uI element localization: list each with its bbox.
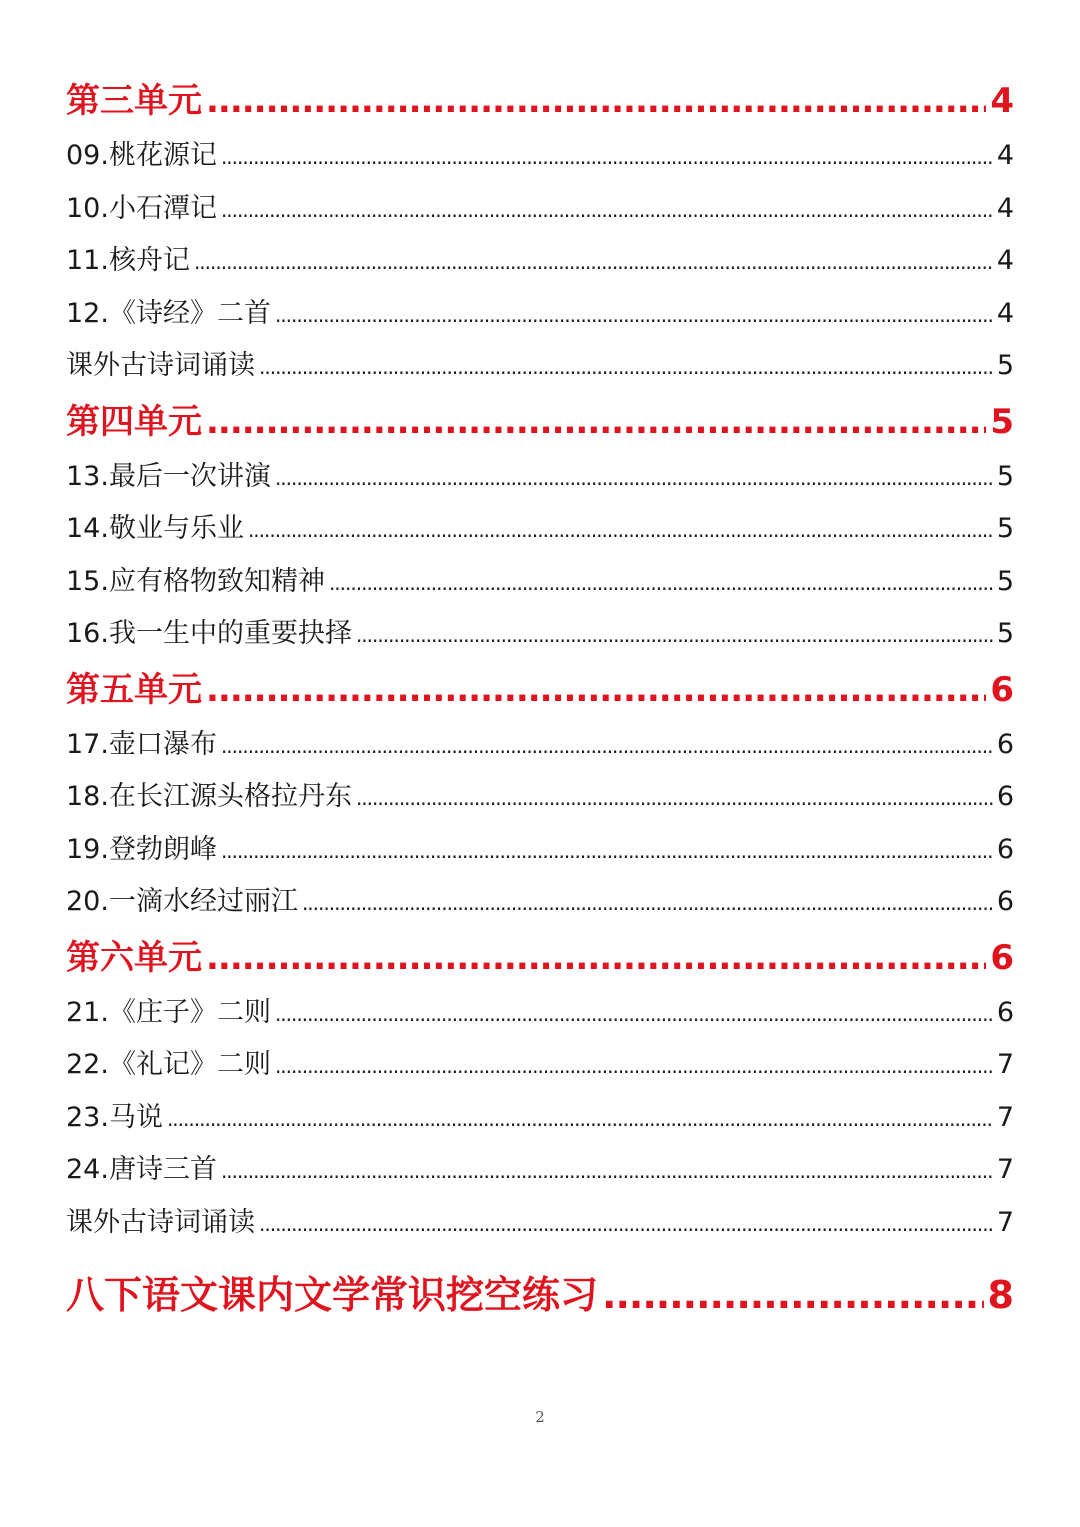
dot-leader	[206, 393, 986, 451]
toc-entry[interactable]	[66, 235, 1014, 288]
toc-entry-label: 21.《庄子》二则	[66, 996, 271, 1028]
toc-entry-page: 7	[996, 1154, 1014, 1185]
toc-entry[interactable]	[66, 183, 1014, 236]
toc-entry-page: 6	[996, 781, 1014, 812]
toc-entry[interactable]	[66, 503, 1014, 556]
dot-leader	[206, 929, 986, 987]
toc-entry[interactable]	[66, 719, 1014, 772]
toc-entry-label: 17.壶口瀑布	[66, 728, 217, 760]
toc-entry-page: 5	[996, 618, 1014, 649]
dot-leader	[356, 772, 993, 825]
toc-entry-page: 4	[996, 192, 1014, 224]
toc-unit-heading[interactable]	[66, 393, 1014, 451]
toc-entry-page: 7	[996, 1206, 1014, 1238]
dot-leader	[602, 1259, 984, 1331]
toc-entry-label: 课外古诗词诵读	[66, 1206, 255, 1238]
table-of-contents	[66, 72, 1014, 1331]
dot-leader	[259, 341, 993, 394]
toc-entry-label: 课外古诗词诵读	[66, 350, 255, 381]
toc-entry-label: 22.《礼记》二则	[66, 1049, 271, 1080]
toc-entry-page: 7	[996, 1049, 1014, 1080]
dot-leader	[206, 72, 986, 130]
toc-entry-label: 第三单元	[66, 81, 202, 121]
dot-leader	[302, 877, 993, 930]
toc-entry-label: 20.一滴水经过丽江	[66, 886, 298, 917]
toc-entry-page: 4	[996, 297, 1014, 329]
toc-entry-page: 4	[990, 81, 1014, 121]
toc-entry-page: 6	[996, 996, 1014, 1028]
toc-entry-label: 16.我一生中的重要抉择	[66, 618, 352, 649]
dot-leader	[275, 988, 993, 1041]
toc-entry[interactable]	[66, 556, 1014, 609]
toc-entry-page: 6	[996, 728, 1014, 760]
toc-entry[interactable]	[66, 876, 1014, 929]
toc-entry-label: 09.桃花源记	[66, 140, 217, 171]
toc-entry[interactable]	[66, 451, 1014, 504]
dot-leader	[329, 557, 993, 610]
toc-entry-label: 第五单元	[66, 669, 202, 710]
dot-leader	[221, 720, 993, 773]
toc-entry-page: 6	[990, 937, 1014, 978]
toc-entry[interactable]	[66, 824, 1014, 877]
toc-entry[interactable]	[66, 1144, 1014, 1197]
dot-leader	[248, 504, 993, 557]
toc-entry-label: 13.最后一次讲演	[66, 460, 271, 492]
toc-entry-page: 5	[996, 565, 1014, 597]
dot-leader	[221, 825, 993, 878]
dot-leader	[356, 609, 993, 662]
dot-leader	[221, 184, 993, 237]
toc-entry-page: 6	[996, 886, 1014, 917]
toc-entry-label: 八下语文课内文学常识挖空练习	[66, 1273, 599, 1317]
toc-entry-label: 19.登勃朗峰	[66, 833, 217, 865]
toc-entry-page: 5	[996, 350, 1014, 381]
toc-entry[interactable]	[66, 288, 1014, 341]
dot-leader	[167, 1093, 993, 1146]
toc-entry-label: 18.在长江源头格拉丹东	[66, 781, 352, 812]
toc-entry-label: 12.《诗经》二首	[66, 297, 271, 329]
toc-entry-page: 5	[996, 460, 1014, 492]
toc-entry-label: 15.应有格物致知精神	[66, 565, 325, 597]
toc-entry[interactable]	[66, 608, 1014, 661]
dot-leader	[259, 1198, 993, 1251]
dot-leader	[275, 452, 993, 505]
dot-leader	[275, 1040, 993, 1093]
toc-entry-label: 10.小石潭记	[66, 192, 217, 224]
dot-leader	[194, 236, 993, 289]
toc-entry[interactable]	[66, 1039, 1014, 1092]
toc-entry-page: 4	[996, 245, 1014, 276]
toc-entry[interactable]	[66, 340, 1014, 393]
toc-entry-label: 11.核舟记	[66, 245, 190, 276]
toc-section-heading[interactable]	[66, 1259, 1014, 1331]
toc-entry-page: 6	[996, 833, 1014, 865]
toc-entry-page: 6	[990, 669, 1014, 710]
toc-entry[interactable]	[66, 771, 1014, 824]
toc-entry-page: 4	[996, 140, 1014, 171]
toc-entry[interactable]	[66, 987, 1014, 1040]
toc-entry-label: 14.敬业与乐业	[66, 513, 244, 544]
toc-entry-page: 8	[987, 1273, 1014, 1317]
dot-leader	[275, 289, 993, 342]
toc-entry-page: 5	[996, 513, 1014, 544]
page-number: 2	[535, 1408, 545, 1426]
dot-leader	[221, 131, 993, 184]
dot-leader	[221, 1145, 993, 1198]
toc-unit-heading[interactable]	[66, 929, 1014, 987]
toc-entry-label: 24.唐诗三首	[66, 1154, 217, 1185]
toc-unit-heading[interactable]	[66, 72, 1014, 130]
toc-entry-page: 5	[990, 401, 1014, 442]
toc-entry-page: 7	[996, 1101, 1014, 1133]
toc-entry-label: 第六单元	[66, 937, 202, 978]
toc-entry[interactable]	[66, 1092, 1014, 1145]
toc-entry-label: 第四单元	[66, 401, 202, 442]
toc-unit-heading[interactable]	[66, 661, 1014, 719]
dot-leader	[206, 661, 986, 719]
toc-entry[interactable]	[66, 130, 1014, 183]
toc-entry[interactable]	[66, 1197, 1014, 1250]
toc-entry-label: 23.马说	[66, 1101, 163, 1133]
